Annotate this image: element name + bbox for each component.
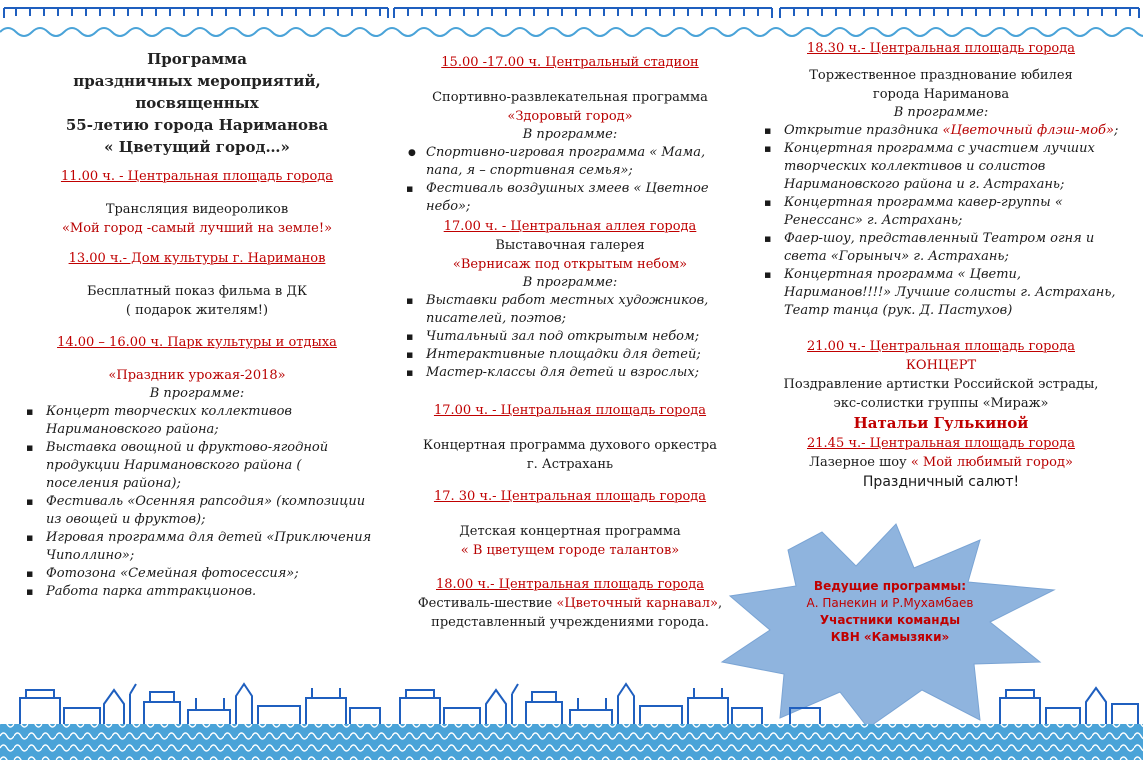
title-line: праздничных мероприятий, bbox=[73, 72, 321, 90]
event-highlight: « Мой любимый город» bbox=[910, 455, 1073, 470]
event-time: 17.00 ч. - Центральная площадь города bbox=[433, 403, 707, 418]
event-text: Трансляция видеороликов bbox=[105, 202, 289, 217]
program-list bbox=[402, 144, 738, 216]
event-time: 13.00 ч.- Дом культуры г. Нариманов bbox=[68, 251, 326, 266]
top-battlement-right bbox=[780, 8, 1139, 18]
program-subheading: В программе: bbox=[149, 386, 245, 401]
program-list bbox=[760, 122, 1122, 320]
bottom-skyline-decoration bbox=[0, 668, 1143, 760]
water-band bbox=[0, 724, 1143, 760]
event-time: 17. 30 ч.- Центральная площадь города bbox=[433, 489, 707, 504]
program-title bbox=[22, 48, 372, 158]
list-item bbox=[760, 122, 1122, 140]
event-text: города Нариманова bbox=[872, 87, 1010, 102]
list-item: ▪ Выставка овощной и фруктово-ягодной продукции Наримановского района ( поселения района); bbox=[22, 439, 372, 493]
column-right bbox=[760, 36, 1122, 492]
event-time: 21.00 ч.- Центральная площадь города bbox=[807, 339, 1075, 354]
event-time: 11.00 ч. - Центральная площадь города bbox=[60, 169, 334, 184]
list-item: ▪ Фестиваль «Осенняя рапсодия» (композиции из овощей и фруктов); bbox=[22, 493, 372, 529]
event-time: 18.00 ч.- Центральная площадь города bbox=[436, 577, 704, 592]
list-item: ▪ Фестиваль воздушных змеев « Цветное небо»; bbox=[402, 180, 738, 216]
skyline-left bbox=[20, 684, 380, 724]
top-wave-border bbox=[0, 0, 1143, 40]
list-item: ▪ Концертная программа с участием лучших творческих коллективов и солистов Наримановского района и г. Астрахань; bbox=[760, 140, 1122, 194]
title-line: посвященных bbox=[135, 94, 259, 112]
list-item: ▪ Выставки работ местных художников, писателей, поэтов; bbox=[402, 292, 738, 328]
event-highlight: «Мой город -самый лучший на земле!» bbox=[61, 221, 333, 236]
event-highlight: «Цветочный флэш-моб» bbox=[942, 123, 1114, 138]
hosts-block bbox=[800, 578, 980, 646]
hosts-title: Ведущие программы: bbox=[813, 579, 967, 593]
event-text-part: , bbox=[717, 596, 723, 611]
skyline-middle bbox=[400, 684, 762, 724]
event-text-part: Фестиваль-шествие bbox=[417, 596, 557, 611]
list-item: ▪ Фотозона «Семейная фотосессия»; bbox=[22, 565, 372, 583]
event-text: Торжественное празднование юбилея bbox=[809, 68, 1073, 83]
program-list bbox=[22, 403, 372, 601]
event-text: г. Астрахань bbox=[526, 457, 614, 472]
list-item: ▪ Интерактивные площадки для детей; bbox=[402, 346, 738, 364]
event-text bbox=[402, 594, 738, 613]
top-battlement-middle bbox=[394, 8, 772, 18]
event-highlight: «Цветочный карнавал» bbox=[556, 596, 718, 611]
program-list bbox=[402, 292, 738, 382]
column-middle bbox=[402, 36, 738, 632]
event-text: Бесплатный показ фильма в ДК bbox=[86, 284, 308, 299]
hosts-team: КВН «Камызяки» bbox=[830, 630, 950, 644]
title-line: Программа bbox=[147, 50, 247, 68]
list-item: ▪ Мастер-классы для детей и взрослых; bbox=[402, 364, 738, 382]
list-item: ▪ Концертная программа « Цвети, Нариманов!!!!» Лучшие солисты г. Астрахань, Театр танца (рук. Д. Пастухов) bbox=[760, 266, 1122, 320]
skyline-right bbox=[790, 688, 1138, 724]
artist-name: Натальи Гулькиной bbox=[853, 414, 1029, 432]
event-highlight: «Вернисаж под открытым небом» bbox=[452, 257, 688, 272]
event-text: Спортивно-развлекательная программа bbox=[432, 90, 708, 105]
top-battlement-left bbox=[4, 8, 388, 18]
title-line: 55-летию города Нариманова bbox=[65, 116, 329, 134]
list-item: ● Спортивно-игровая программа « Мама, папа, я – спортивная семья»; bbox=[402, 144, 738, 180]
concert-label: КОНЦЕРТ bbox=[905, 358, 977, 373]
hosts-names: А. Панекин и Р.Мухамбаев bbox=[806, 596, 974, 610]
event-text: Концертная программа духового оркестра bbox=[423, 438, 717, 453]
list-item: ▪ Концертная программа кавер-группы « Ренессанс» г. Астрахань; bbox=[760, 194, 1122, 230]
column-left bbox=[22, 36, 372, 601]
event-time: 18.30 ч.- Центральная площадь города bbox=[807, 41, 1075, 56]
event-text: Выставочная галерея bbox=[495, 238, 645, 253]
event-time: 21.45 ч.- Центральная площадь города bbox=[807, 436, 1075, 451]
event-highlight: «Здоровый город» bbox=[507, 109, 633, 124]
title-line: « Цветущий город…» bbox=[104, 138, 290, 156]
salute-text: Праздничный салют! bbox=[862, 474, 1020, 490]
event-text: ( подарок жителям!) bbox=[125, 303, 269, 318]
event-text: экс-солистки группы «Мираж» bbox=[833, 396, 1049, 411]
event-time: 17.00 ч. - Центральная аллея города bbox=[443, 219, 697, 234]
event-highlight: «Праздник урожая-2018» bbox=[108, 368, 286, 383]
event-text: представленный учреждениями города. bbox=[431, 615, 709, 630]
top-wave-band bbox=[0, 28, 1143, 36]
list-item-text: ; bbox=[1113, 123, 1119, 138]
list-item: ▪ Читальный зал под открытым небом; bbox=[402, 328, 738, 346]
hosts-team: Участники команды bbox=[819, 613, 961, 627]
list-item: ▪ Фаер-шоу, представленный Театром огня и света «Горыныч» г. Астрахань; bbox=[760, 230, 1122, 266]
program-subheading: В программе: bbox=[522, 275, 618, 290]
program-subheading: В программе: bbox=[522, 127, 618, 142]
event-text bbox=[760, 453, 1122, 472]
list-item: ▪ Концерт творческих коллективов Наримановского района; bbox=[22, 403, 372, 439]
program-subheading: В программе: bbox=[893, 105, 989, 120]
list-item-text: Открытие праздника bbox=[784, 123, 943, 138]
event-time: 14.00 – 16.00 ч. Парк культуры и отдыха bbox=[57, 335, 337, 350]
list-item: ▪ Работа парка аттракционов. bbox=[22, 583, 372, 601]
event-highlight: « В цветущем городе талантов» bbox=[460, 543, 680, 558]
event-time: 15.00 -17.00 ч. Центральный стадион bbox=[441, 55, 699, 70]
event-text-part: Лазерное шоу bbox=[809, 455, 911, 470]
list-item: ▪ Игровая программа для детей «Приключения Чиполлино»; bbox=[22, 529, 372, 565]
event-text: Детская концертная программа bbox=[459, 524, 681, 539]
event-text: Поздравление артистки Российской эстрады, bbox=[783, 377, 1099, 392]
